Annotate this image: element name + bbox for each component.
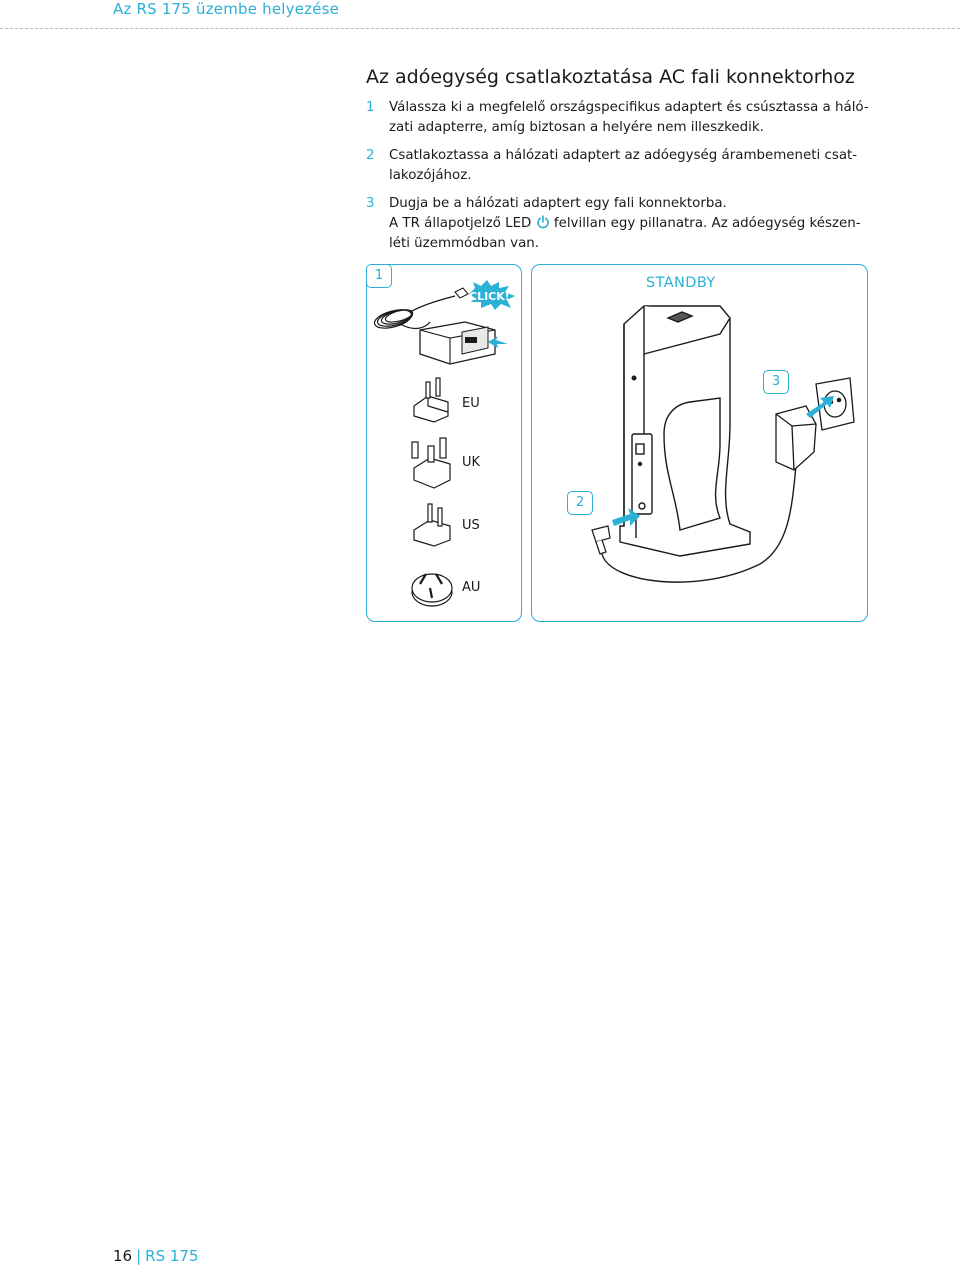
page-footer bbox=[113, 1247, 199, 1265]
figure-badge-3: 3 bbox=[763, 370, 789, 394]
footer-model: RS 175 bbox=[145, 1247, 199, 1265]
step-3-line-2-before: A TR állapotjelző LED bbox=[389, 216, 532, 231]
transmitter-illustration bbox=[580, 294, 860, 594]
step-3 bbox=[366, 194, 876, 254]
us-plug-icon bbox=[408, 500, 456, 548]
power-icon bbox=[536, 215, 550, 229]
footer-separator: | bbox=[136, 1247, 142, 1265]
header-title: Az RS 175 üzembe helyezése bbox=[113, 0, 340, 18]
adapter-label-eu: EU bbox=[462, 396, 480, 411]
eu-plug-icon bbox=[408, 376, 456, 424]
figure-badge-2: 2 bbox=[567, 491, 593, 515]
step-1 bbox=[366, 98, 876, 138]
adapter-label-us: US bbox=[462, 518, 480, 533]
step-number: 1 bbox=[366, 100, 375, 115]
step-text bbox=[389, 194, 876, 254]
step-number: 2 bbox=[366, 148, 375, 163]
step-text: Válassza ki a megfelelő országspecifikus adaptert és csúsztassa a háló-zati adapterre, amíg biztosan a helyére nem illeszkedik. bbox=[389, 100, 869, 135]
step-3-line-2-after: felvillan egy pillanatra. Az adóegység készen-léti üzemmódban van. bbox=[389, 216, 861, 251]
adapter-label-uk: UK bbox=[462, 455, 481, 470]
header-divider bbox=[0, 28, 960, 29]
standby-label: STANDBY bbox=[646, 275, 716, 291]
section-title: Az adóegység csatlakoztatása AC fali konnektorhoz bbox=[366, 66, 855, 88]
uk-plug-icon bbox=[408, 434, 456, 488]
figure-badge-1: 1 bbox=[366, 264, 392, 288]
step-number: 3 bbox=[366, 196, 375, 211]
click-label: CLICK! bbox=[469, 290, 510, 303]
step-2 bbox=[366, 146, 876, 186]
step-3-line-1: Dugja be a hálózati adaptert egy fali konnektorba. bbox=[389, 196, 727, 211]
adapter-label-au: AU bbox=[462, 580, 481, 595]
step-text: Csatlakoztassa a hálózati adaptert az adóegység árambemeneti csat-lakozójához. bbox=[389, 148, 858, 183]
au-plug-icon bbox=[406, 566, 456, 612]
page-number: 16 bbox=[113, 1247, 133, 1265]
